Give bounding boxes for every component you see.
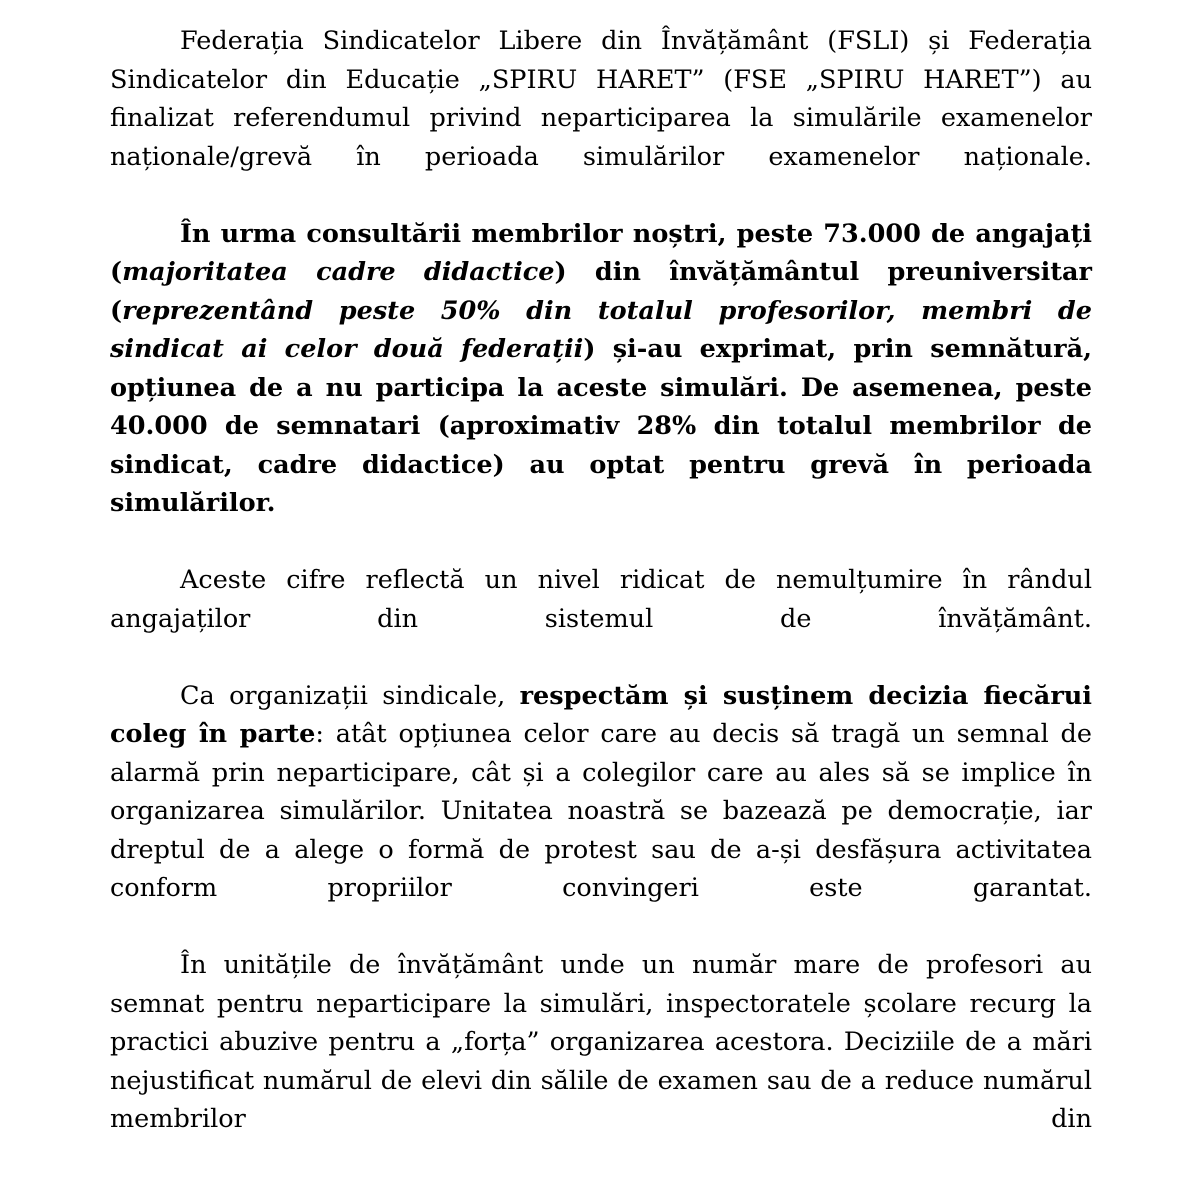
- paragraph-4: [110, 677, 1092, 947]
- paragraph-2-run-5: ) și-au exprimat, prin semnătură, opțiunea de a nu participa la aceste simulări. De asemenea, peste 40.000 de semnatari (aproximativ 28% din totalul membrilor de sindicat, cadre didactice) au optat pentru grevă în perioada simulărilor.: [110, 334, 1092, 518]
- paragraph-1: Federația Sindicatelor Libere din Învățământ (FSLI) și Federația Sindicatelor din Educație „SPIRU HARET” (FSE „SPIRU HARET”) au finalizat referendumul privind neparticiparea la simulările examenelor naționale/grevă în perioada simulărilor examenelor naționale.: [110, 26, 1092, 172]
- paragraph-2-run-4: reprezentând peste 50% din totalul profesorilor, membri de sindicat ai celor două federații: [110, 295, 1092, 364]
- paragraph-4-run-1: Ca organizații sindicale,: [180, 680, 520, 711]
- paragraph-2-run-3: ) din învățământul preuniversitar (: [110, 257, 1092, 326]
- paragraph-4-run-3: : atât opțiunea celor care au decis să tragă un semnal de alarmă prin neparticipare, cât și a colegilor care au ales să se implice în organizarea simulărilor. Unitatea noastră se bazează pe democrație, iar dreptul de a alege o formă de protest sau de a-și desfășura activitatea conform propriilor convingeri este garantat.: [110, 719, 1092, 903]
- document-body: [110, 22, 1092, 1177]
- paragraph-3: Aceste cifre reflectă un nivel ridicat de nemulțumire în rândul angajaților din sistemul de învățământ.: [110, 565, 1092, 634]
- paragraph-2-run-2: majoritatea cadre didactice: [122, 257, 555, 287]
- paragraph-2: [110, 215, 1092, 562]
- paragraph-5: În unitățile de învățământ unde un număr mare de profesori au semnat pentru neparticipare la simulări, inspectoratele școlare recurg la practici abuzive pentru a „forța” organizarea acestora. Deciziile de a mări nejustificat numărul de elevi din sălile de examen sau de a reduce numărul membrilor din: [110, 950, 1092, 1134]
- paragraph-4-run-2: respectăm și susținem decizia fiecărui coleg în parte: [110, 680, 1092, 749]
- paragraph-2-run-1: În urma consultării membrilor noștri, peste 73.000 de angajați (: [110, 218, 1092, 287]
